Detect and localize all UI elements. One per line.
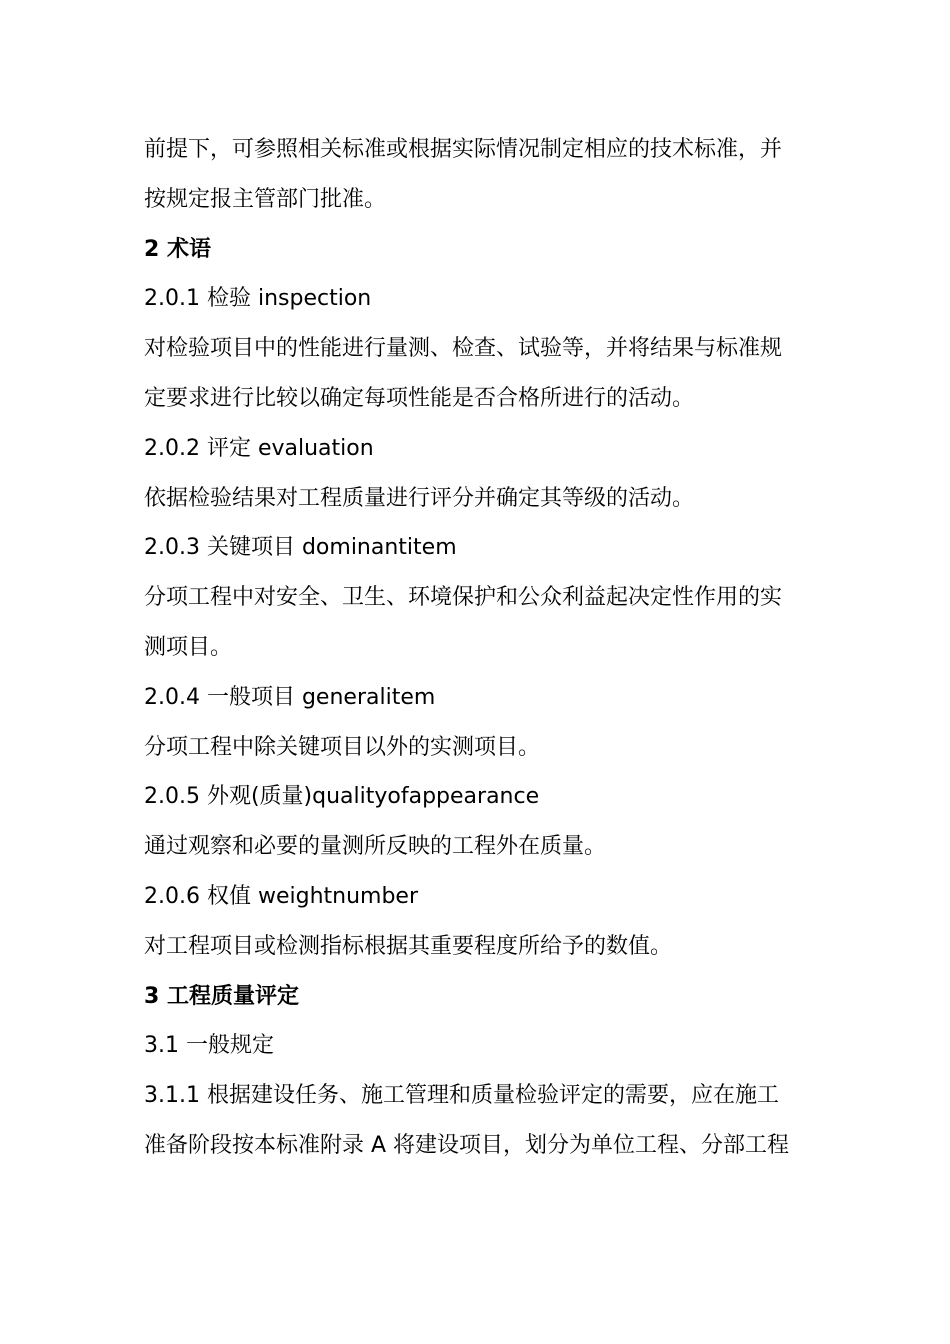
term-title: 2.0.1 检验 inspection (144, 286, 372, 312)
text-line: 通过观察和必要的量测所反映的工程外在质量。 (144, 834, 607, 860)
text-line: 准备阶段按本标准附录 A 将建设项目，划分为单位工程、分部工程 (144, 1132, 790, 1158)
text-line: 分项工程中对安全、卫生、环境保护和公众利益起决定性作用的实 (144, 585, 783, 611)
text-line: 对检验项目中的性能进行量测、检查、试验等，并将结果与标准规 (144, 336, 783, 362)
term-title: 2.0.6 权值 weightnumber (144, 883, 419, 909)
subsection-title: 3.1 一般规定 (144, 1033, 274, 1059)
clause-text: 3.1.1 根据建设任务、施工管理和质量检验评定的需要，应在施工 (144, 1083, 779, 1109)
term-title: 2.0.5 外观(质量)qualityofappearance (144, 784, 540, 810)
text-line: 前提下，可参照相关标准或根据实际情况制定相应的技术标准，并 (144, 137, 783, 162)
term-title: 2.0.4 一般项目 generalitem (144, 684, 436, 710)
text-line: 依据检验结果对工程质量进行评分并确定其等级的活动。 (144, 485, 695, 511)
term-title: 2.0.3 关键项目 dominantitem (144, 535, 457, 561)
document-body (144, 125, 814, 1171)
text-line: 定要求进行比较以确定每项性能是否合格所进行的活动。 (144, 385, 695, 411)
section-heading: 3 工程质量评定 (144, 983, 299, 1009)
term-title: 2.0.2 评定 evaluation (144, 435, 374, 461)
text-line: 测项目。 (144, 634, 233, 660)
text-line: 按规定报主管部门批准。 (144, 186, 387, 212)
text-line: 分项工程中除关键项目以外的实测项目。 (144, 734, 541, 760)
section-heading: 2 术语 (144, 236, 211, 262)
text-line: 对工程项目或检测指标根据其重要程度所给予的数值。 (144, 933, 673, 959)
